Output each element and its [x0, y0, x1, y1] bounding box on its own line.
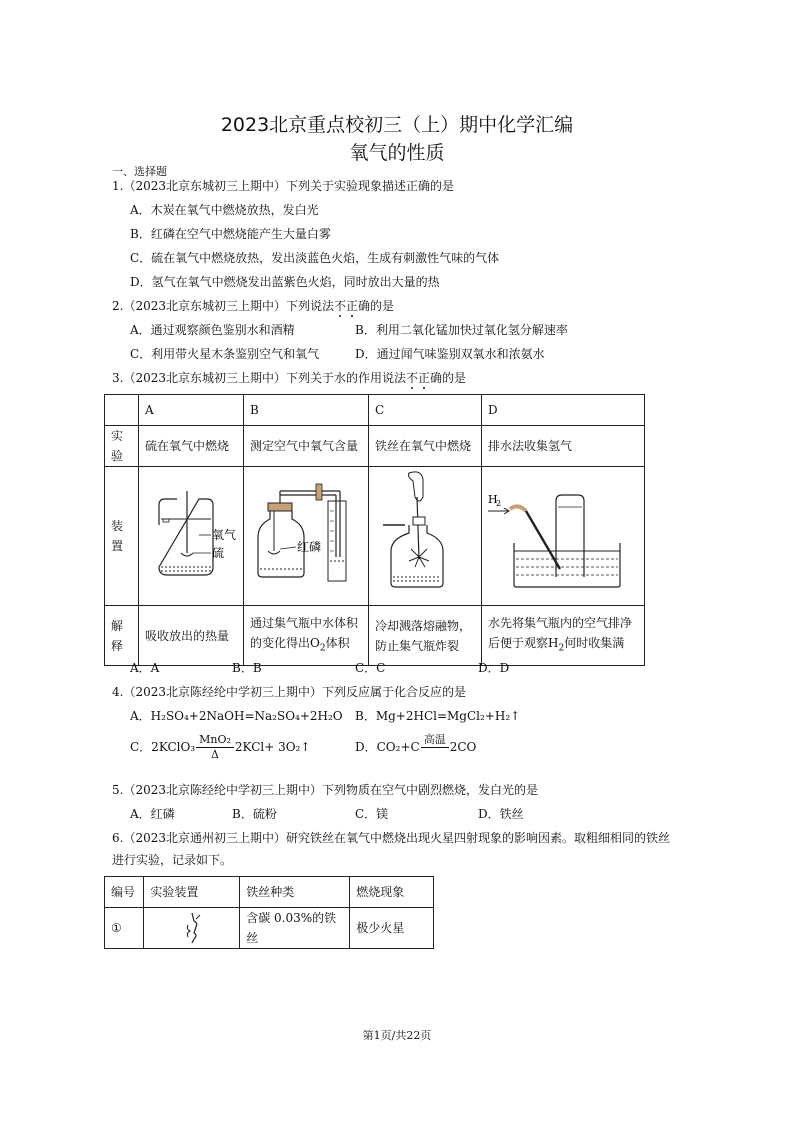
- explain-d: 水先将集气瓶内的空气排净 后便于观察$H_2$何时收集满: [482, 606, 645, 666]
- q1-option-c: C．硫在氧气中燃烧放热，发出淡蓝色火焰，生成有刺激性气味的气体: [130, 251, 500, 265]
- q6-row1-number: ①: [105, 908, 144, 949]
- iron-wire-combustion-apparatus-icon: [369, 467, 481, 605]
- apparatus-a: [139, 467, 244, 606]
- q3-option-b: B．B: [232, 661, 262, 675]
- q3-option-a: A．A: [130, 661, 160, 675]
- exp-a: 硫在氧气中燃烧: [139, 426, 244, 467]
- q4-option-d: D．CO₂+C 高温 2CO: [355, 733, 477, 754]
- q5-option-b: B．硫粉: [232, 807, 277, 821]
- q4-option-a: A．H₂SO₄+2NaOH=Na₂SO₄+2H₂O: [130, 709, 343, 723]
- q3-option-d: D．D: [478, 661, 510, 675]
- exp-b: 测定空气中氧气含量: [244, 426, 369, 467]
- q6-row1-apparatus: [144, 908, 240, 949]
- q6-header-wire-type: 铁丝种类: [240, 877, 350, 908]
- q3-stem: 3.（2023北京东城初三上期中）下列关于水的作用说法不正确的是: [112, 371, 467, 385]
- q6-stem-line1: 6.（2023北京通州初三上期中）研究铁丝在氧气中燃烧出现火星四射现象的影响因素。取粗细相同的铁丝: [112, 831, 670, 845]
- q6-header-apparatus: 实验装置: [144, 877, 240, 908]
- q3-option-c: C．C: [355, 661, 386, 675]
- sulfur-combustion-apparatus-icon: [139, 467, 243, 605]
- q1-option-b: B．红磷在空气中燃烧能产生大量白雾: [130, 227, 331, 241]
- explain-c: 冷却溅落熔融物， 防止集气瓶炸裂: [369, 606, 482, 666]
- section-heading: 一、选择题: [112, 165, 167, 178]
- label-red-phosphorus: 红磷: [297, 540, 322, 554]
- apparatus-b: [244, 467, 369, 606]
- q5-option-a: A．红磷: [130, 807, 175, 821]
- hydrogen-collection-apparatus-icon: [482, 467, 644, 605]
- col-b: B: [244, 395, 369, 426]
- page-subtitle: 氧气的性质: [349, 142, 445, 164]
- q2-stem: 2.（2023北京东城初三上期中）下列说法不正确的是: [112, 299, 395, 313]
- page-footer: 第1页/共22页: [362, 1029, 432, 1042]
- q6-table: [104, 876, 434, 949]
- page-title: 2023北京重点校初三（上）期中化学汇编: [220, 114, 574, 136]
- col-d: D: [482, 395, 645, 426]
- row-label-experiment: 实验: [105, 426, 139, 467]
- q4-option-c: C．2KClO₃ $\frac{\text{MnO₂}}{\Delta}$ 2KCl+ 3O₂↑: [130, 733, 311, 761]
- q4-stem: 4.（2023北京陈经纶中学初三上期中）下列反应属于化合反应的是: [112, 685, 466, 699]
- q2-option-c: C．利用带火星木条鉴别空气和氧气: [130, 347, 320, 361]
- q4-option-b: B．Mg+2HCl=MgCl₂+H₂↑: [355, 709, 521, 723]
- q3-table: [104, 394, 645, 666]
- q6-header-phenomenon: 燃烧现象: [350, 877, 434, 908]
- label-oxygen: 氧气: [212, 528, 237, 542]
- explain-b: 通过集气瓶中水体积 的变化得出$O_2$体积: [244, 606, 369, 666]
- q2-option-b: B．利用二氧化锰加快过氧化氢分解速率: [355, 323, 568, 337]
- exp-c: 铁丝在氧气中燃烧: [369, 426, 482, 467]
- iron-wire-icon: [172, 911, 212, 945]
- q6-row1-phenomenon: 极少火星: [350, 908, 434, 949]
- q1-stem: 1.（2023北京东城初三上期中）下列关于实验现象描述正确的是: [112, 179, 454, 193]
- row-label-explanation: 解释: [105, 606, 139, 666]
- q5-option-c: C．镁: [355, 807, 389, 821]
- q1-option-d: D．氢气在氧气中燃烧发出蓝紫色火焰，同时放出大量的热: [130, 275, 440, 289]
- label-h2: H: [488, 493, 498, 506]
- q6-header-number: 编号: [105, 877, 144, 908]
- row-label-apparatus: 装置: [105, 467, 139, 606]
- q6-row1-wire-type: 含碳 0.03%的铁丝: [240, 908, 350, 949]
- label-sulfur: 硫: [212, 546, 225, 560]
- apparatus-c: [369, 467, 482, 606]
- apparatus-d: [482, 467, 645, 606]
- q2-option-a: A．通过观察颜色鉴别水和酒精: [130, 323, 295, 337]
- explain-a: 吸收放出的热量: [139, 606, 244, 666]
- oxygen-measurement-apparatus-icon: [244, 467, 368, 605]
- q5-stem: 5.（2023北京陈经纶中学初三上期中）下列物质在空气中剧烈燃烧，发白光的是: [112, 783, 538, 797]
- label-h2-sub: 2: [496, 499, 502, 508]
- q6-stem-line2: 进行实验，记录如下。: [112, 853, 233, 867]
- q1-option-a: A．木炭在氧气中燃烧放热，发白光: [130, 203, 319, 217]
- exp-d: 排水法收集氢气: [482, 426, 645, 467]
- q5-option-d: D．铁丝: [478, 807, 524, 821]
- q2-option-d: D．通过闻气味鉴别双氧水和浓氨水: [355, 347, 545, 361]
- col-a: A: [139, 395, 244, 426]
- col-c: C: [369, 395, 482, 426]
